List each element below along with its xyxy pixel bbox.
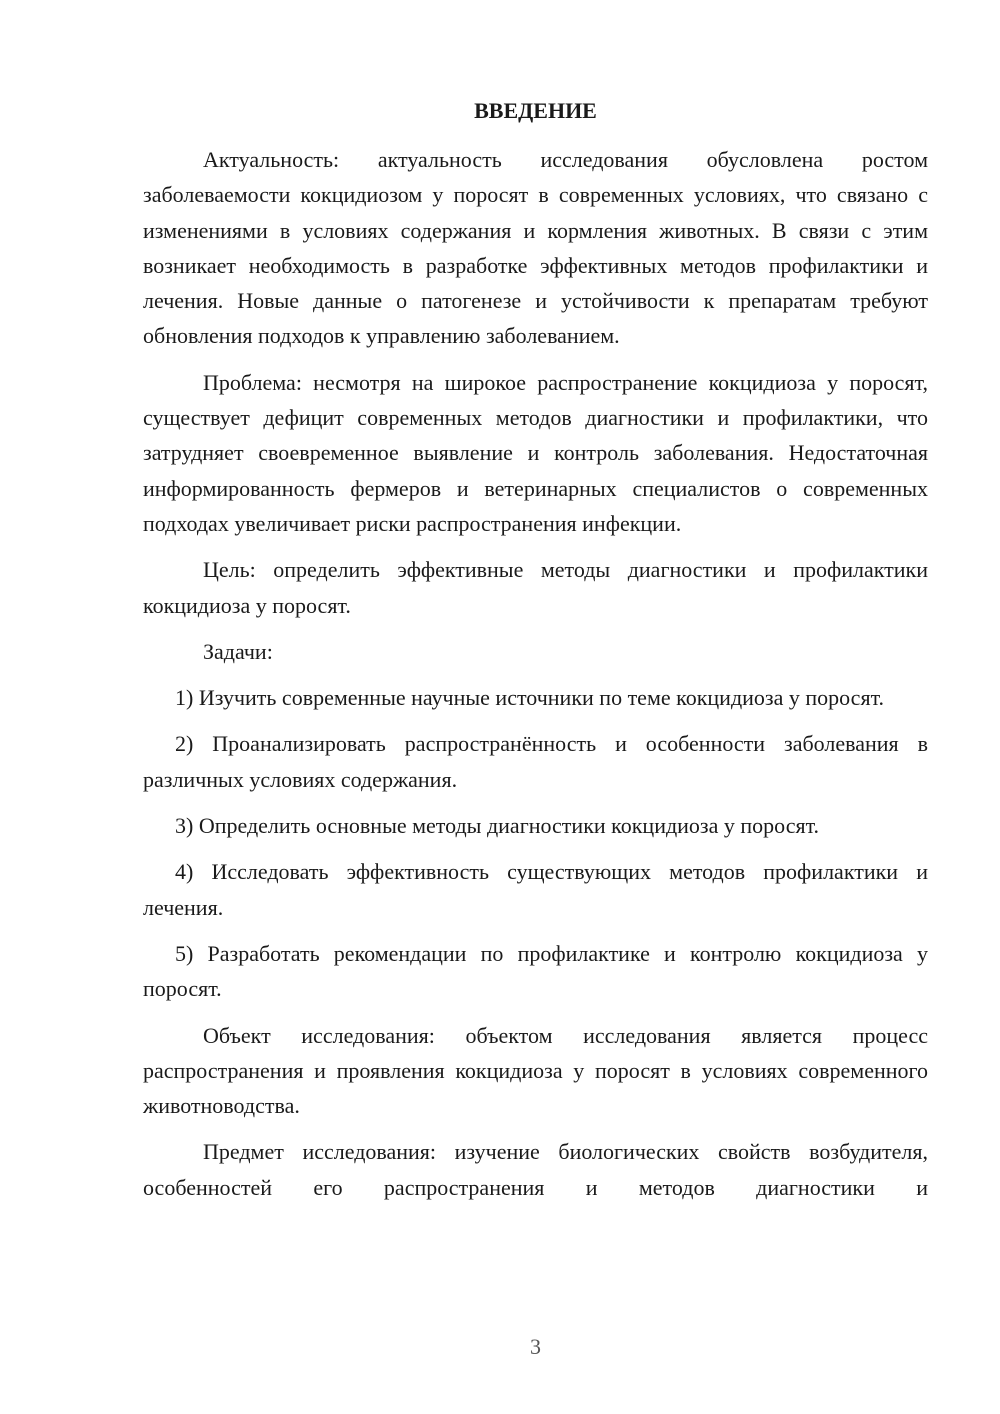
object-paragraph: Объект исследования: объектом исследования является процесс распространения и проявления кокцидиоза у поросят в условиях современного животноводства.	[143, 1022, 928, 1119]
tasks-heading: Задачи:	[203, 638, 273, 664]
document-body	[143, 142, 928, 1216]
task-item-2: 2) Проанализировать распространённость и особенности заболевания в различных условиях содержания.	[143, 731, 928, 792]
page-number: 3	[530, 1334, 541, 1359]
subject-paragraph: Предмет исследования: изучение биологических свойств возбудителя, особенностей его распространения и методов диагностики и	[143, 1139, 928, 1200]
task-item-5: 5) Разработать рекомендации по профилактике и контролю кокцидиоза у поросят.	[143, 940, 928, 1002]
relevance-paragraph: Актуальность: актуальность исследования обусловлена ростом заболеваемости кокцидиозом у поросят в современных условиях, что связано с изменениями в условиях содержания и кормления животных. В связи с этим возникает необходимость в разработке эффективных методов профилактики и лечения. Новые данные о патогенезе и устойчивости к препаратам требуют обновления подходов к управлению заболеванием.	[143, 147, 928, 349]
task-item-1: 1) Изучить современные научные источники по теме кокцидиоза у поросят.	[175, 685, 885, 711]
goal-paragraph: Цель: определить эффективные методы диагностики и профилактики кокцидиоза у поросят.	[143, 557, 928, 618]
document-page	[143, 0, 928, 1414]
task-item-4: 4) Исследовать эффективность существующих методов профилактики и лечения.	[143, 859, 928, 920]
problem-paragraph: Проблема: несмотря на широкое распространение кокцидиоза у поросят, существует дефицит современных методов диагностики и профилактики, что затрудняет своевременное выявление и контроль заболевания. Недостаточная информированность фермеров и ветеринарных специалистов о современных подходах увеличивает риски распространения инфекции.	[143, 369, 928, 536]
page-title: ВВЕДЕНИЕ	[474, 98, 597, 123]
task-item-3: 3) Определить основные методы диагностики кокцидиоза у поросят.	[175, 813, 820, 839]
